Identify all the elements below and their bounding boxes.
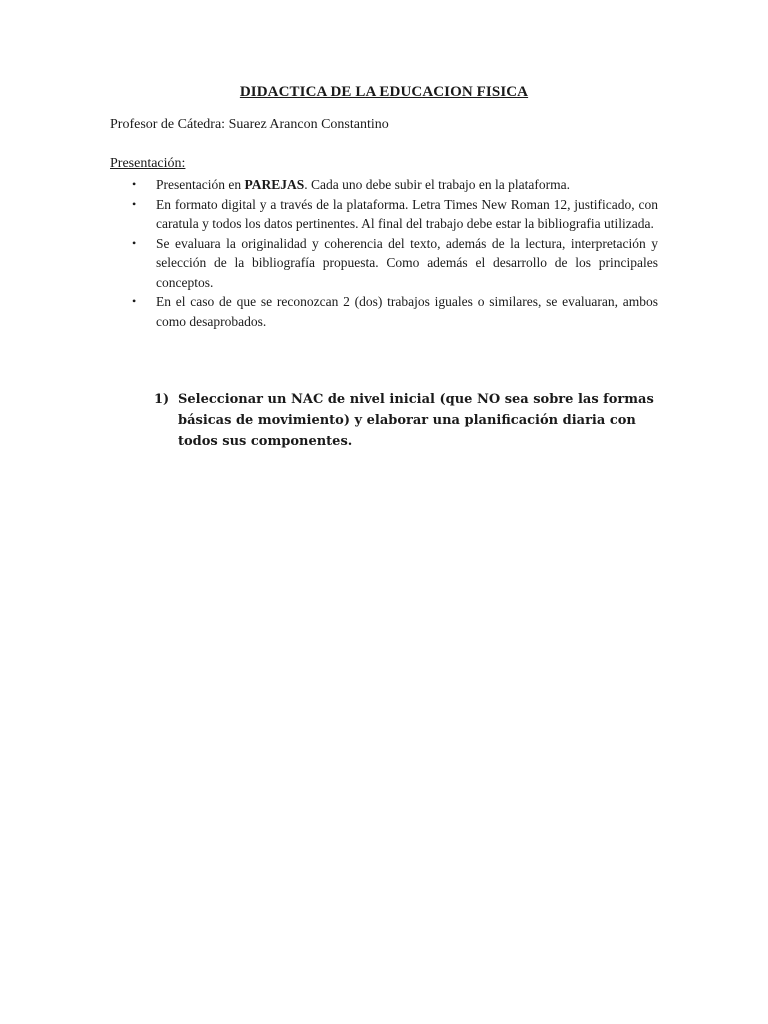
section-heading: Presentación:: [110, 156, 186, 171]
list-item: [110, 175, 658, 195]
list-item-text: En el caso de que se reconozcan 2 (dos) trabajos iguales o similares, se evaluaran, ambos como desaprobados.: [156, 294, 658, 329]
task-number: 1): [154, 392, 170, 407]
list-item-emphasis: PAREJAS: [244, 177, 305, 192]
list-item: [110, 292, 658, 331]
bullet-icon: •: [132, 196, 137, 211]
list-item-text: . Cada uno debe subir el trabajo en la plataforma.: [304, 177, 571, 192]
requirements-list: [110, 175, 658, 331]
list-item: [110, 234, 658, 293]
bullet-icon: •: [132, 177, 137, 191]
professor-line: Profesor de Cátedra: Suarez Arancon Constantino: [110, 117, 389, 132]
task-item: [154, 389, 660, 452]
list-item-text: Se evaluara la originalidad y coherencia del texto, además de la lectura, interpretación y selección de la bibliografía propuesta. Como además el desarrollo de los principales conceptos.: [156, 235, 658, 290]
list-item-text: Presentación en: [156, 177, 245, 192]
list-item: [110, 195, 658, 234]
bullet-icon: •: [132, 294, 137, 308]
document-title: DIDACTICA DE LA EDUCACION FISICA: [239, 84, 529, 100]
bullet-icon: •: [132, 235, 137, 250]
task-text: Seleccionar un NAC de nivel inicial (que NO sea sobre las formas básicas de movimiento) y elaborar una planificación diaria con todos sus componentes.: [178, 392, 654, 449]
list-item-text: En formato digital y a través de la plataforma. Letra Times New Roman 12, justificado, con caratula y todos los datos pertinentes. Al final del trabajo debe estar la bibliografia utilizada.: [156, 196, 658, 231]
